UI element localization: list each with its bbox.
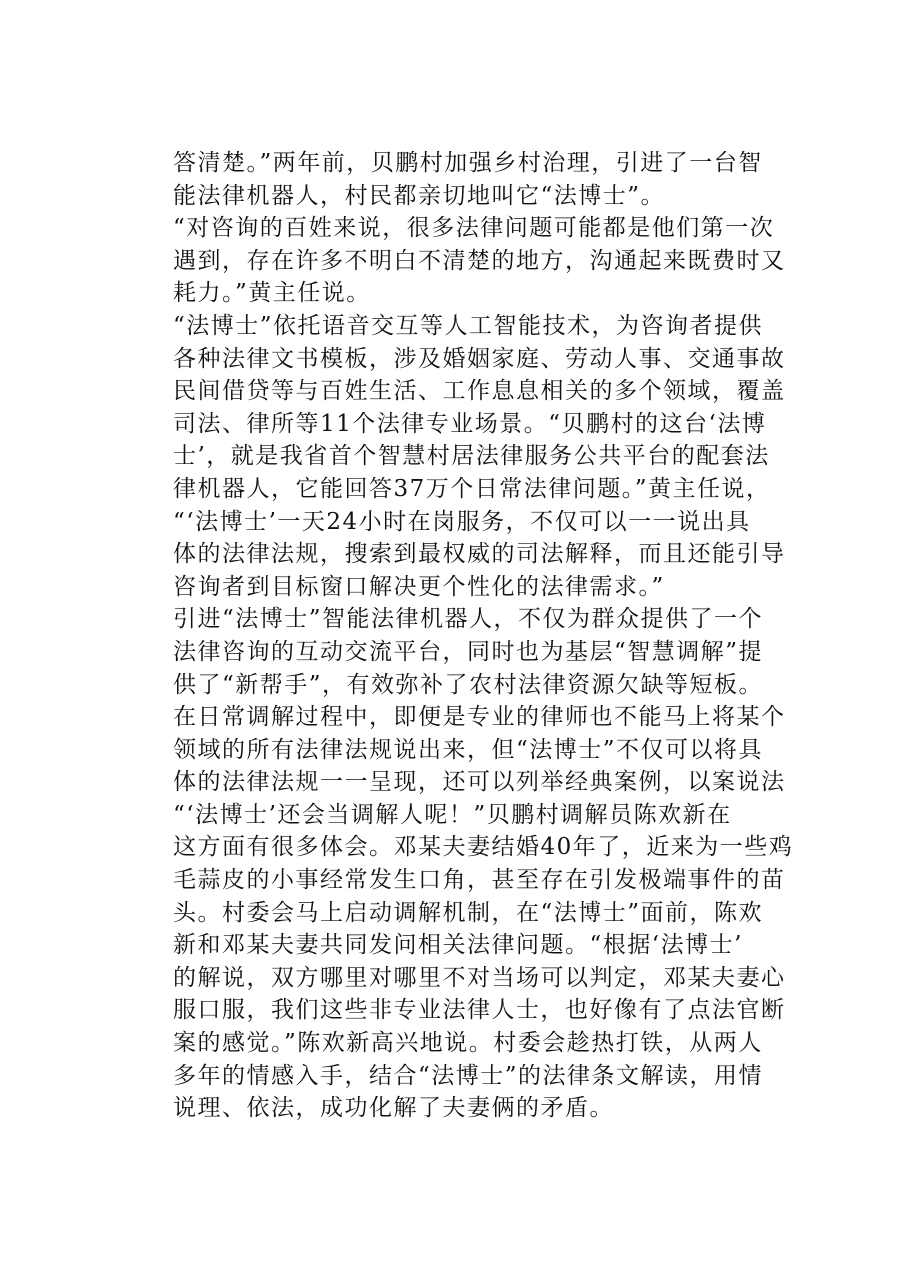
text-line: “‘法博士’一天24小时在岗服务，不仅可以一一说出具 bbox=[173, 508, 751, 535]
text-line: 答清楚。”两年前，贝鹏村加强乡村治理，引进了一台智 bbox=[173, 150, 763, 176]
text-line: 在日常调解过程中，即便是专业的律师也不能马上将某个 bbox=[173, 704, 786, 731]
text-line: 体的法律法规，搜索到最权威的司法解释，而且还能引导 bbox=[173, 541, 786, 568]
text-line: “‘法博士’还会当调解人呢！”贝鹏村调解员陈欢新在 bbox=[173, 801, 732, 828]
text-line: 律机器人，它能回答37万个日常法律问题。”黄主任说， bbox=[173, 475, 771, 502]
text-line: 遇到，存在许多不明白不清楚的地方，沟通起来既费时又 bbox=[173, 247, 786, 274]
text-line: 各种法律文书模板，涉及婚姻家庭、劳动人事、交通事故 bbox=[173, 345, 786, 372]
text-line: “对咨询的百姓来说，很多法律问题可能都是他们第一次 bbox=[173, 215, 775, 242]
article-body bbox=[173, 147, 813, 1125]
text-line: 耗力。”黄主任说。 bbox=[173, 280, 371, 307]
text-line: 说理、依法，成功化解了夫妻俩的矛盾。 bbox=[173, 1095, 614, 1122]
text-line: 领域的所有法律法规说出来，但“法博士”不仅可以将具 bbox=[173, 736, 764, 763]
text-line: 能法律机器人，村民都亲切地叫它“法博士”。 bbox=[173, 182, 666, 209]
text-line: 头。村委会马上启动调解机制，在“法博士”面前，陈欢 bbox=[173, 899, 764, 926]
text-line: 多年的情感入手，结合“法博士”的法律条文解读，用情 bbox=[173, 1062, 764, 1089]
text-line: 司法、律所等11个法律专业场景。“贝鹏村的这台‘法博 bbox=[173, 410, 767, 437]
text-line: 引进“法博士”智能法律机器人，不仅为群众提供了一个 bbox=[173, 606, 764, 633]
text-line: 毛蒜皮的小事经常发生口角，甚至存在引发极端事件的苗 bbox=[173, 867, 786, 894]
text-line: 供了“新帮手”，有效弥补了农村法律资源欠缺等短板。 bbox=[173, 671, 764, 698]
text-line: 服口服，我们这些非专业法律人士，也好像有了点法官断 bbox=[173, 997, 786, 1024]
text-line: 案的感觉。”陈欢新高兴地说。村委会趁热打铁，从两人 bbox=[173, 1030, 763, 1057]
text-line: “法博士”依托语音交互等人工智能技术，为咨询者提供 bbox=[173, 312, 764, 339]
text-line: 法律咨询的互动交流平台，同时也为基层“智慧调解”提 bbox=[173, 638, 764, 665]
text-line: 新和邓某夫妻共同发问相关法律问题。“根据‘法博士’ bbox=[173, 932, 743, 959]
text-line: 民间借贷等与百姓生活、工作息息相关的多个领域，覆盖 bbox=[173, 378, 786, 405]
text-line: 的解说，双方哪里对哪里不对当场可以判定，邓某夫妻心 bbox=[173, 964, 786, 991]
text-line: 咨询者到目标窗口解决更个性化的法律需求。” bbox=[173, 573, 665, 600]
text-line: 士’，就是我省首个智慧村居法律服务公共平台的配套法 bbox=[173, 443, 770, 470]
text-line: 体的法律法规一一呈现，还可以列举经典案例，以案说法 bbox=[173, 769, 786, 796]
text-line: 这方面有很多体会。邓某夫妻结婚40年了，近来为一些鸡 bbox=[173, 834, 794, 861]
